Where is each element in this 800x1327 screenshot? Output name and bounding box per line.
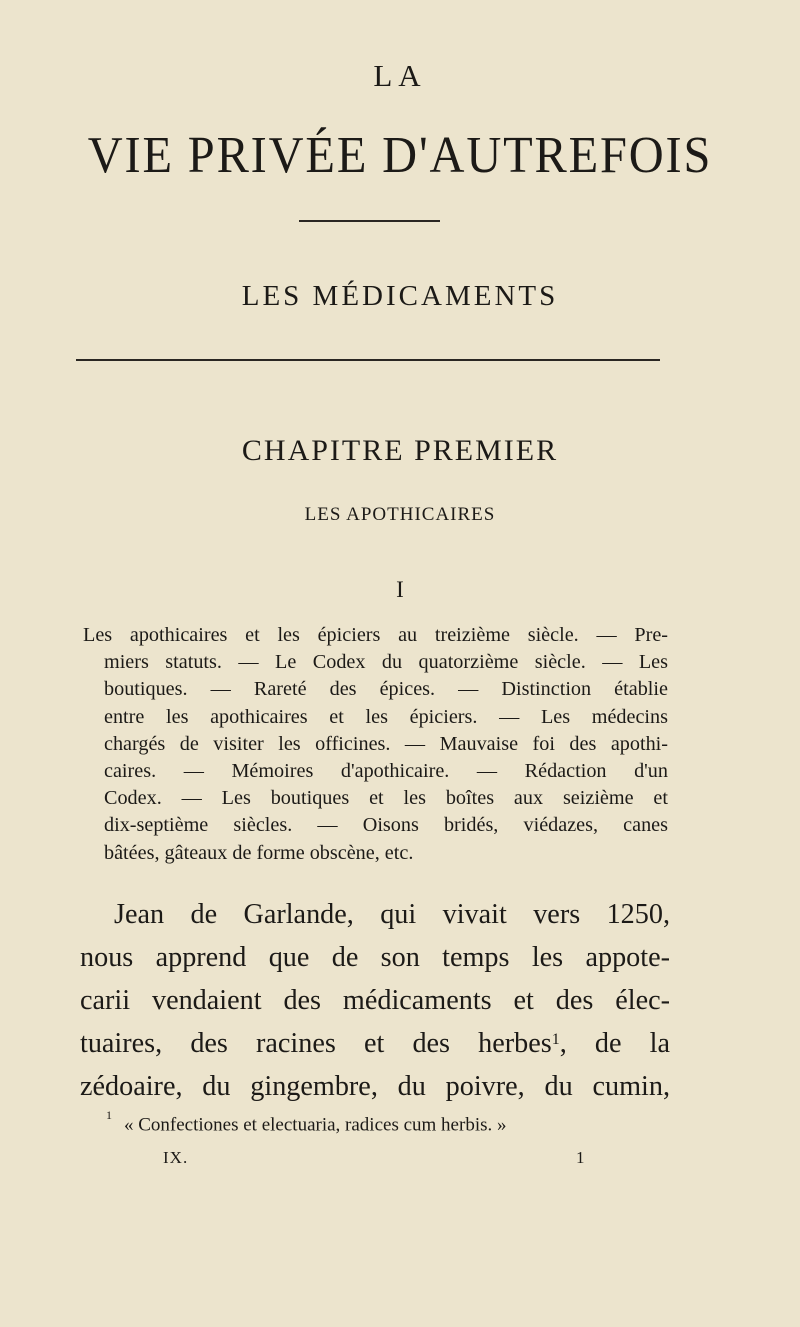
section-numeral: I bbox=[396, 577, 404, 602]
summary-line: caires. — Mémoires d'apothicaire. — Rédaction d'un bbox=[104, 760, 668, 783]
summary-line: miers statuts. — Le Codex du quatorzième siècle. — Les bbox=[104, 651, 668, 674]
chapter-title: CHAPITRE PREMIER bbox=[241, 434, 559, 467]
title-article: LA bbox=[373, 58, 427, 93]
long-rule-divider bbox=[76, 359, 660, 361]
summary-line: entre les apothicaires et les épiciers. — Les médecins bbox=[104, 705, 668, 728]
body-line-text: tuaires, des racines et des herbes bbox=[80, 1028, 552, 1059]
summary-line: boutiques. — Rareté des épices. — Distinction établie bbox=[104, 678, 668, 701]
footnote bbox=[106, 1108, 507, 1136]
summary-line: chargés de visiter les officines. — Mauvaise foi des apothi- bbox=[104, 732, 668, 755]
summary-line: bâtées, gâteaux de forme obscène, etc. bbox=[104, 841, 414, 864]
body-line: Jean de Garlande, qui vivait vers 1250, bbox=[114, 899, 670, 930]
summary-line: dix-septième siècles. — Oisons bridés, viédazes, canes bbox=[104, 814, 668, 837]
chapter-summary bbox=[83, 622, 668, 867]
signature-mark: IX. bbox=[163, 1148, 189, 1167]
summary-line: Codex. — Les boutiques et les boîtes aux seizième et bbox=[104, 787, 668, 810]
signature-number: 1 bbox=[576, 1148, 585, 1167]
body-line: nous apprend que de son temps les appote- bbox=[80, 942, 670, 973]
footnote-marker: 1 bbox=[106, 1108, 112, 1122]
short-rule-divider bbox=[299, 220, 440, 222]
footnote-text: « Confectiones et electuaria, radices cum herbis. » bbox=[124, 1114, 507, 1136]
book-title: VIE PRIVÉE D'AUTREFOIS bbox=[87, 127, 713, 184]
footnote-reference: 1 bbox=[551, 1031, 560, 1048]
body-line-tail: , de la bbox=[559, 1028, 670, 1059]
summary-line: Les apothicaires et les épiciers au treizième siècle. — Pre- bbox=[83, 624, 668, 646]
section-title: LES APOTHICAIRES bbox=[304, 504, 496, 525]
body-line: carii vendaient des médicaments et des élec- bbox=[80, 985, 670, 1016]
body-paragraph bbox=[80, 893, 670, 1108]
body-line: zédoaire, du gingembre, du poivre, du cumin, bbox=[80, 1071, 670, 1102]
volume-subject: LES MÉDICAMENTS bbox=[241, 280, 559, 312]
body-line bbox=[80, 1022, 670, 1065]
